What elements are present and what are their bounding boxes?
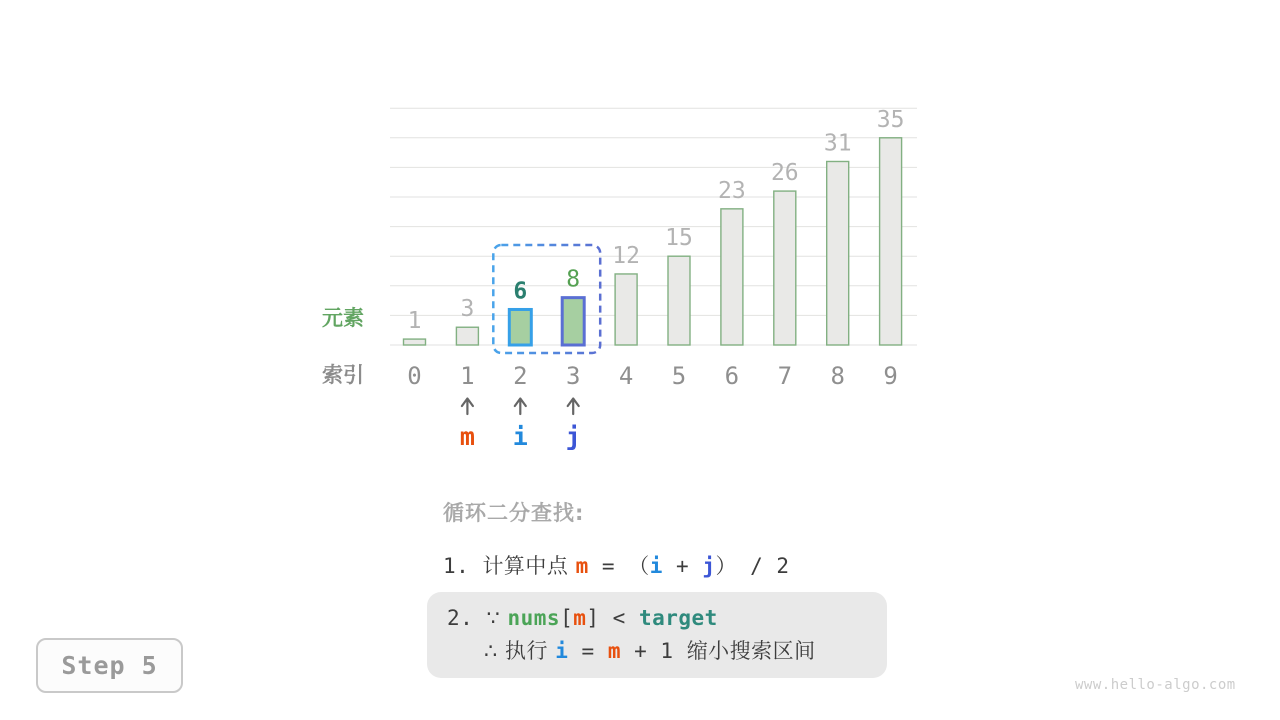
bar-value-label: 15 — [665, 225, 693, 252]
bar-chart — [385, 95, 930, 455]
pointer-arrow-icon — [515, 399, 526, 415]
bar-index-6 — [721, 209, 743, 345]
index-tick-5: 5 — [671, 362, 687, 390]
bar-index-1 — [456, 327, 478, 345]
watermark: www.hello-algo.com — [1075, 677, 1236, 693]
text-token: [ — [560, 606, 574, 630]
index-axis-label: 索引 — [322, 363, 364, 387]
pointer-arrow-icon — [462, 399, 473, 415]
bar-value-label: 26 — [770, 160, 799, 187]
bar-index-4 — [615, 274, 637, 345]
text-token: = — [588, 554, 629, 578]
text-token: 缩小搜索区间 — [686, 639, 816, 663]
bar-index-2 — [509, 309, 531, 345]
index-tick-9: 9 — [883, 362, 898, 390]
index-tick-2: 2 — [513, 362, 528, 390]
step1-line — [443, 550, 790, 580]
step-badge: Step 5 — [36, 638, 183, 693]
index-tick-1: 1 — [460, 362, 475, 390]
bar-index-0 — [404, 339, 426, 345]
text-token: + — [662, 554, 703, 578]
step2-line2 — [447, 635, 867, 668]
text-token: i — [649, 554, 663, 578]
step2-line1 — [447, 602, 867, 635]
index-tick-8: 8 — [830, 362, 845, 390]
text-token: 2. — [447, 606, 487, 630]
pointer-arrow-icon — [568, 399, 579, 415]
bar-value-label: 31 — [823, 130, 852, 157]
bar-index-8 — [827, 161, 849, 345]
text-token: target — [638, 606, 718, 630]
bar-index-7 — [774, 191, 796, 345]
text-token: ∵ — [486, 606, 508, 630]
text-token: 计算中点 — [482, 554, 576, 578]
text-token: ] — [586, 606, 600, 630]
text-token: = — [568, 639, 608, 663]
text-token: < — [599, 606, 639, 630]
bar-index-5 — [668, 256, 690, 345]
index-tick-7: 7 — [777, 362, 793, 390]
text-token: m — [573, 606, 587, 630]
step2-note-box — [427, 592, 887, 678]
text-token: nums — [507, 606, 561, 630]
text-token: m — [607, 639, 621, 663]
index-tick-4: 4 — [618, 362, 634, 390]
text-token: ∴ 执行 — [484, 639, 556, 663]
text-token: ） — [715, 554, 737, 578]
bar-value-label: 35 — [876, 106, 905, 133]
index-tick-0: 0 — [407, 362, 422, 390]
bar-value-label: 23 — [718, 177, 746, 204]
text-token: + 1 — [620, 639, 687, 663]
bar-value-label: 1 — [407, 308, 422, 335]
text-token: i — [555, 639, 569, 663]
explanation-heading: 循环二分查找: — [443, 501, 585, 525]
text-token: / 2 — [736, 554, 790, 578]
element-axis-label: 元素 — [322, 306, 364, 330]
bar-value-label: 3 — [460, 296, 475, 323]
text-token: j — [702, 554, 716, 578]
pointer-label-j: j — [565, 422, 581, 451]
pointer-label-i: i — [512, 422, 528, 451]
bar-index-3 — [562, 298, 584, 345]
index-tick-3: 3 — [565, 362, 581, 390]
text-token: （ — [628, 554, 650, 578]
bar-value-label: 8 — [566, 266, 581, 293]
text-token: 1. — [443, 554, 483, 578]
bar-index-9 — [880, 138, 902, 345]
pointer-label-m: m — [459, 422, 475, 451]
text-token: m — [575, 554, 589, 578]
bar-value-label: 12 — [612, 242, 640, 269]
index-tick-6: 6 — [724, 362, 740, 390]
bar-value-label: 6 — [513, 278, 528, 305]
